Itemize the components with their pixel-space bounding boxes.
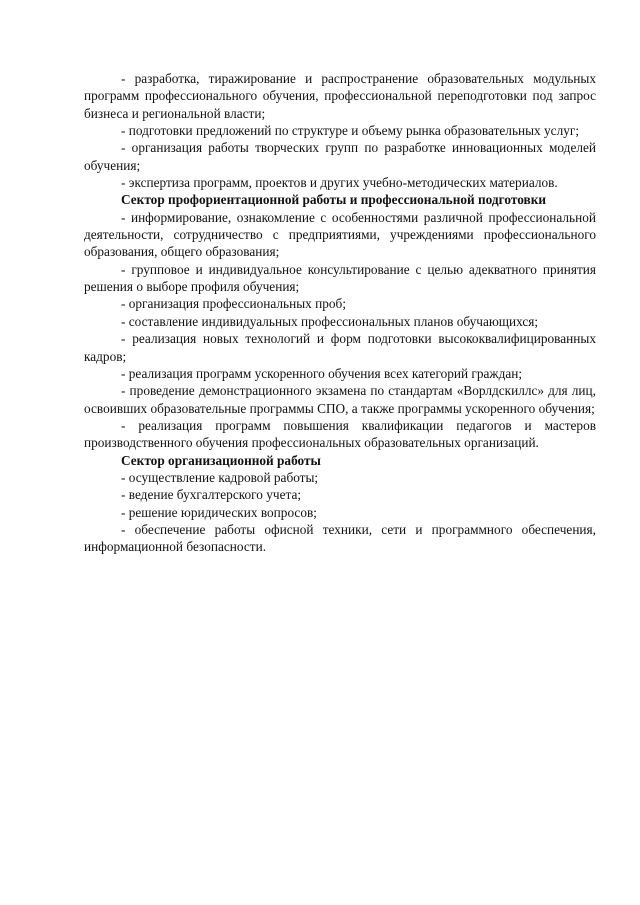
paragraph-accounting: - ведение бухгалтерского учета; [121, 487, 302, 503]
paragraph-it-support: - обеспечение работы офисной техники, сети и программного обеспечения, информационной безопасности. [84, 521, 596, 555]
paragraph-accelerated-training: - реализация программ ускоренного обучения всех категорий граждан; [121, 365, 523, 381]
paragraph-hr-work: - осуществление кадровой работы; [121, 469, 319, 485]
paragraph-legal: - решение юридических вопросов; [121, 504, 317, 520]
section-heading-career-guidance: Сектор профориентационной работы и профессиональной подготовки [121, 192, 547, 208]
paragraph-demo-exam: - проведение демонстрационного экзамена по стандартам «Ворлдскиллс» для лиц, освоивших образовательные программы СПО, а также программы ускоренного обучения; [84, 383, 596, 416]
paragraph-creative-groups: - организация работы творческих групп по разработке инновационных моделей обучения; [84, 140, 596, 173]
paragraph-modular-programs: - разработка, тиражирование и распространение образовательных модульных программ профессионального обучения, профессиональной переподготовки под запрос бизнеса и региональной власти; [84, 71, 596, 121]
paragraph-expertise: - экспертиза программ, проектов и других учебно-методических материалов. [121, 175, 558, 191]
paragraph-new-technologies: - реализация новых технологий и форм подготовки высококвалифицированных кадров; [84, 331, 596, 364]
section-heading-organizational: Сектор организационной работы [121, 452, 321, 468]
document-page [84, 70, 596, 556]
paragraph-professional-trials: - организация профессиональных проб; [121, 296, 347, 312]
paragraph-informing: - информирование, ознакомление с особенностями различной профессиональной деятельности, сотрудничество с предприятиями, учреждениями профессионального образования, общего образования; [84, 209, 596, 260]
paragraph-individual-plans: - составление индивидуальных профессиональных планов обучающихся; [121, 313, 539, 329]
paragraph-market-proposals: - подготовки предложений по структуре и объему рынка образовательных услуг; [121, 123, 580, 139]
paragraph-consulting: - групповое и индивидуальное консультирование с целью адекватного принятия решения о выборе профиля обучения; [84, 261, 596, 295]
paragraph-qualification-upgrade: - реализация программ повышения квалификации педагогов и мастеров производственного обучения профессиональных образовательных организаций. [84, 417, 596, 451]
